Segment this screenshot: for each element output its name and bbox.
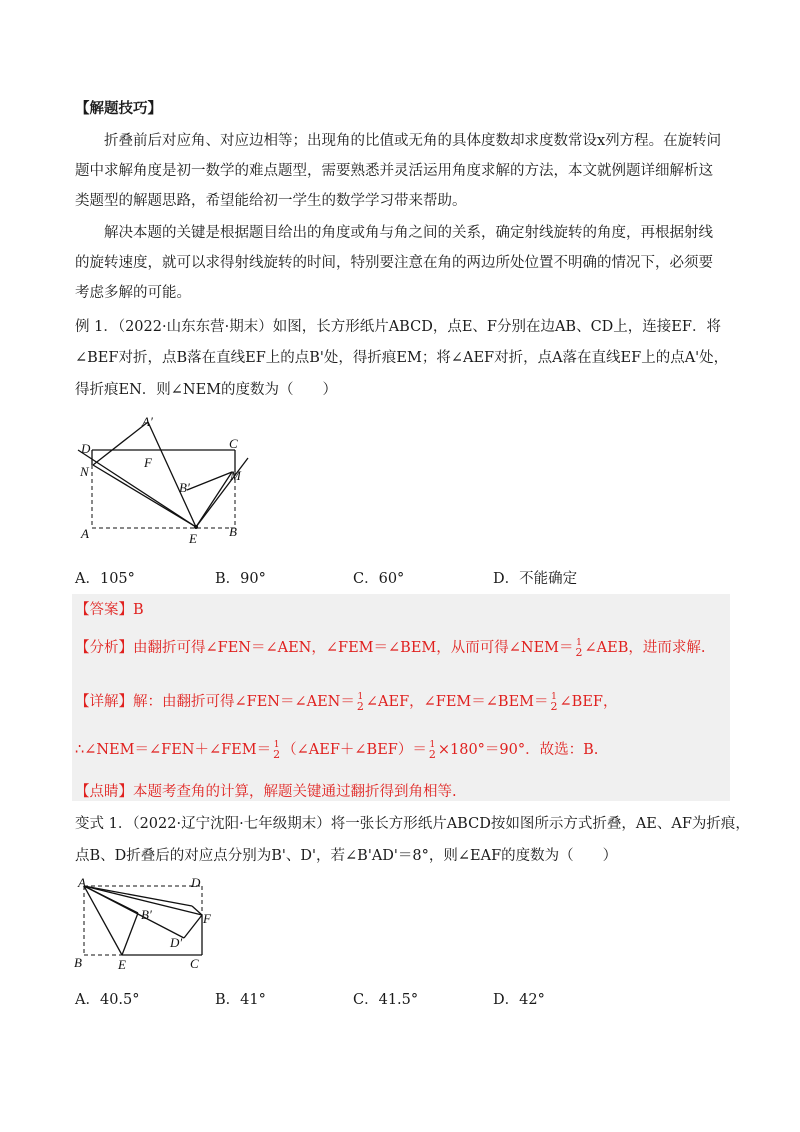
fraction-half [429,740,436,760]
label-f: F [144,455,152,470]
option-value: 105° [99,571,135,587]
label-e: E [118,957,126,972]
fraction-half [551,692,558,712]
fraction-half [357,692,364,712]
option-label: C． [353,571,379,587]
section-title: 【解题技巧】 [75,101,162,117]
label-c: C [229,436,238,451]
label-a: A [78,875,86,890]
label-n: N [80,464,89,479]
example1-figure [72,410,252,550]
label-b: B [74,955,82,970]
fraction-half [576,638,583,658]
fraction-half [273,740,280,760]
label-b-prime: B′ [179,480,190,495]
detail-text: （∠AEF＋∠BEF）＝ [282,742,427,758]
variant1-option-c[interactable] [353,988,418,1009]
option-label: B． [215,571,241,587]
variant1-figure [72,875,222,975]
example1-option-a[interactable] [75,567,135,588]
detail-tag: 【详解】 [75,694,133,710]
example1-option-c[interactable] [353,567,404,588]
analysis-text: 由翻折可得∠FEN＝∠AEN，∠FEM＝∠BEM，从而可得∠NEM＝ [133,640,574,656]
option-label: C． [353,992,379,1008]
example1-line-2: ∠BEF对折，点B落在直线EF上的点B'处，得折痕EM；将∠AEF对折，点A落在直线EF上的点A'处， [75,350,729,366]
detail-text: 解：由翻折可得∠FEN＝∠AEN＝ [133,694,355,710]
variant1-line-1: 变式 1．（2022·辽宁沈阳·七年级期末）将一张长方形纸片ABCD按如图所示方式折叠，AE、AF为折痕， [75,816,750,832]
fraction-den: 2 [550,700,558,713]
option-label: A． [75,992,100,1008]
answer-line [75,598,144,619]
label-b-prime: B′ [141,907,152,922]
comment-text: 本题考查角的计算，解题关键通过翻折得到角相等. [133,784,457,800]
option-value: 60° [378,571,405,587]
fraction-num: 1 [357,692,364,702]
analysis-text: ∠AEB，进而求解. [584,640,706,656]
detail-text: ∠AEF，∠FEM＝∠BEM＝ [365,694,549,710]
label-c: C [190,956,199,971]
variant1-line-2: 点B、D折叠后的对应点分别为B'、D'，若∠B'AD'＝8°，则∠EAF的度数为（ ） [75,848,618,864]
option-label: B． [215,992,241,1008]
label-a: A [81,526,89,541]
label-m: M [230,468,241,483]
fraction-den: 2 [356,700,364,713]
analysis-tag: 【分析】 [75,640,133,656]
option-label: A． [75,571,100,587]
label-d-prime: D′ [170,935,183,950]
detail-line-1 [75,690,617,712]
fraction-den: 2 [428,748,436,761]
variant1-option-b[interactable] [215,988,266,1009]
detail-text: ∴∠NEM＝∠FEN＋∠FEM＝ [75,742,272,758]
label-b: B [229,524,237,539]
option-value: 42° [519,992,545,1008]
option-value: 41.5° [378,992,419,1008]
option-value: 41° [240,992,266,1008]
fraction-num: 1 [551,692,557,702]
answer-value: B [133,602,144,618]
tips-paragraph-2: 解决本题的关键是根据题目给出的角度或角与角之间的关系，确定射线旋转的角度，再根据射线的旋转速度，就可以求得射线旋转的时间，特别要注意在角的两边所处位置不明确的情况下，必须要考虑多解的可能。 [75,225,713,301]
label-e: E [189,531,197,546]
label-d: D [191,875,201,890]
fraction-num: 1 [429,740,436,750]
detail-line-2 [75,738,598,760]
option-label: D． [493,571,520,587]
analysis-line [75,636,706,658]
tips-paragraph-1: 折叠前后对应角、对应边相等；出现角的比值或无角的具体度数却求度数常设x列方程。在旋转问题中求解角度是初一数学的难点题型，需要熟悉并灵活运用角度求解的方法，本文就例题详细解析这类题型的解题思路，希望能给初一学生的数学学习带来帮助。 [75,133,722,209]
option-label: D． [493,992,520,1008]
fraction-num: 1 [576,638,582,648]
answer-tag: 【答案】 [75,602,133,618]
variant1-option-d[interactable] [493,988,545,1009]
option-value: 不能确定 [519,571,578,587]
fraction-den: 2 [273,748,281,761]
detail-text: ∠BEF， [559,694,618,710]
variant1-option-a[interactable] [75,988,140,1009]
example1-line-1: 例 1．（2022·山东东营·期末）如图，长方形纸片ABCD，点E、F分别在边AB、CD上，连接EF．将 [75,319,721,335]
example1-option-b[interactable] [215,567,266,588]
fraction-den: 2 [575,646,583,659]
example1-option-d[interactable] [493,567,577,588]
label-f: F [203,911,211,926]
option-value: 40.5° [99,992,140,1008]
detail-text: ×180°＝90°．故选：B. [437,742,599,758]
example1-line-3: 得折痕EN．则∠NEM的度数为（ ） [75,382,338,398]
comment-tag: 【点睛】 [75,784,133,800]
label-a-prime: A′ [142,414,153,429]
label-d: D [81,441,91,456]
fraction-num: 1 [273,740,280,750]
comment-line [75,780,457,801]
option-value: 90° [240,571,266,587]
